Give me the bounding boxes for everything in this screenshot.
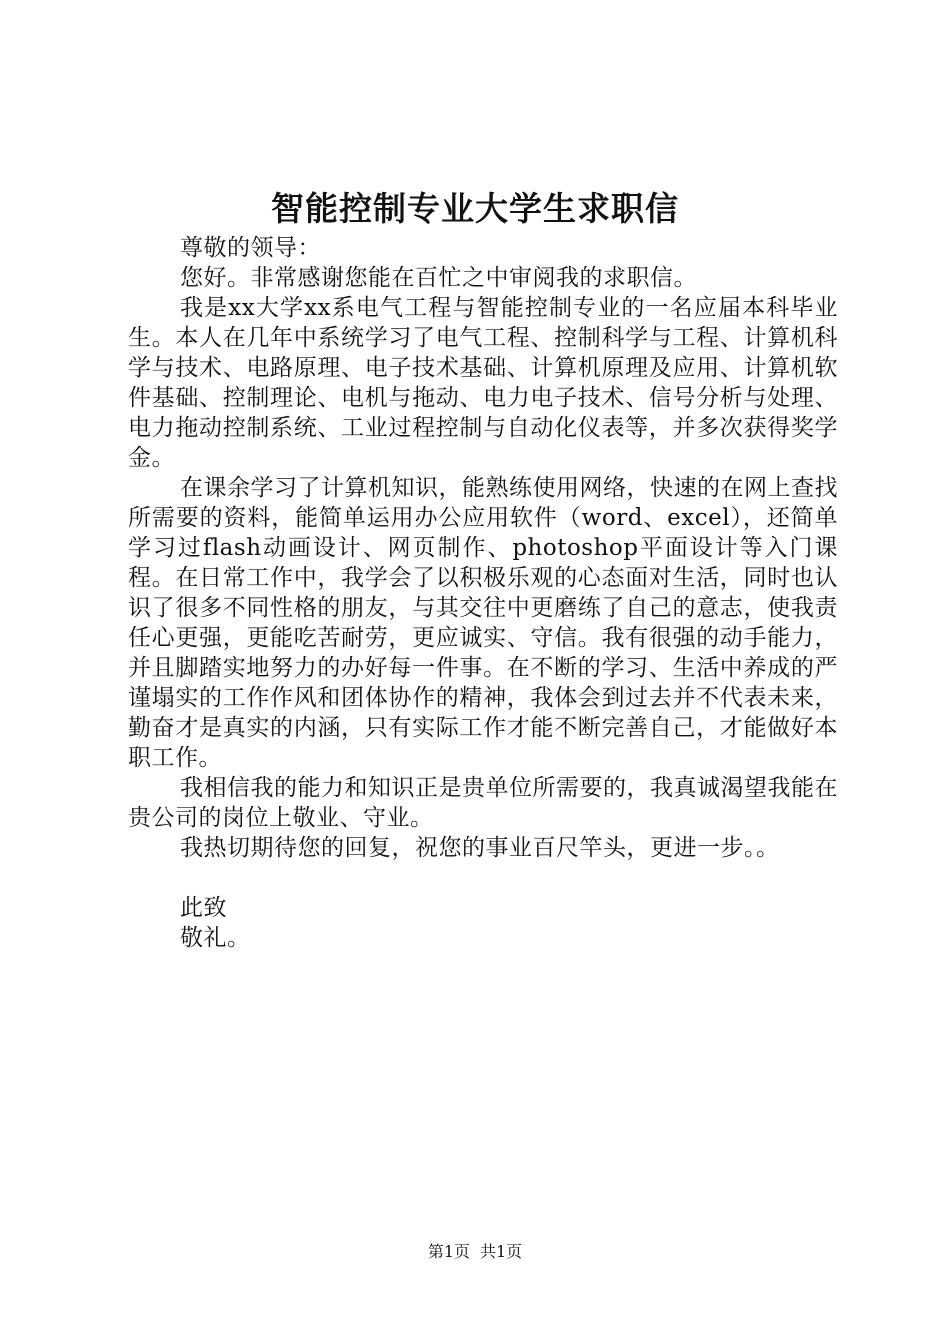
greeting: 您好。非常感谢您能在百忙之中审阅我的求职信。	[180, 265, 697, 291]
closing-line-2: 敬礼。	[180, 925, 251, 951]
paragraph-skills: 在课余学习了计算机知识，能熟练使用网络，快速的在网上查找所需要的资料，能简单运用办公应用软件（word、excel），还简单学习过flash动画设计、网页制作、photoshop平面设计等入门课程。在日常工作中，我学会了以积极乐观的心态面对生活，同时也认识了很多不同性格的朋友，与其交往中更磨练了自己的意志，使我责任心更强，更能吃苦耐劳，更应诚实、守信。我有很强的动手能力，并且脚踏实地努力的办好每一件事。在不断的学习、生活中养成的严谨塌实的工作作风和团体协作的精神，我体会到过去并不代表未来，勤奋才是真实的内涵，只有实际工作才能不断完善自己，才能做好本职工作。	[128, 475, 838, 771]
paragraph-belief: 我相信我的能力和知识正是贵单位所需要的，我真诚渴望我能在贵公司的岗位上敬业、守业。	[128, 775, 838, 831]
page-number: 第1页	[427, 1242, 470, 1261]
page-footer	[0, 1241, 950, 1263]
spacer	[128, 863, 838, 893]
document-title: 智能控制专业大学生求职信	[271, 189, 679, 228]
closing-line-1: 此致	[180, 895, 227, 921]
letter-body	[128, 233, 838, 953]
page-total: 共1页	[480, 1242, 523, 1261]
paragraph-wishes: 我热切期待您的回复，祝您的事业百尺竿头，更进一步。。	[180, 835, 780, 861]
paragraph-education: 我是xx大学xx系电气工程与智能控制专业的一名应届本科毕业生。本人在几年中系统学习了电气工程、控制科学与工程、计算机科学与技术、电路原理、电子技术基础、计算机原理及应用、计算机软件基础、控制理论、电机与拖动、电力电子技术、信号分析与处理、电力拖动控制系统、工业过程控制与自动化仪表等，并多次获得奖学金。	[128, 295, 838, 471]
salutation: 尊敬的领导：	[180, 235, 321, 261]
